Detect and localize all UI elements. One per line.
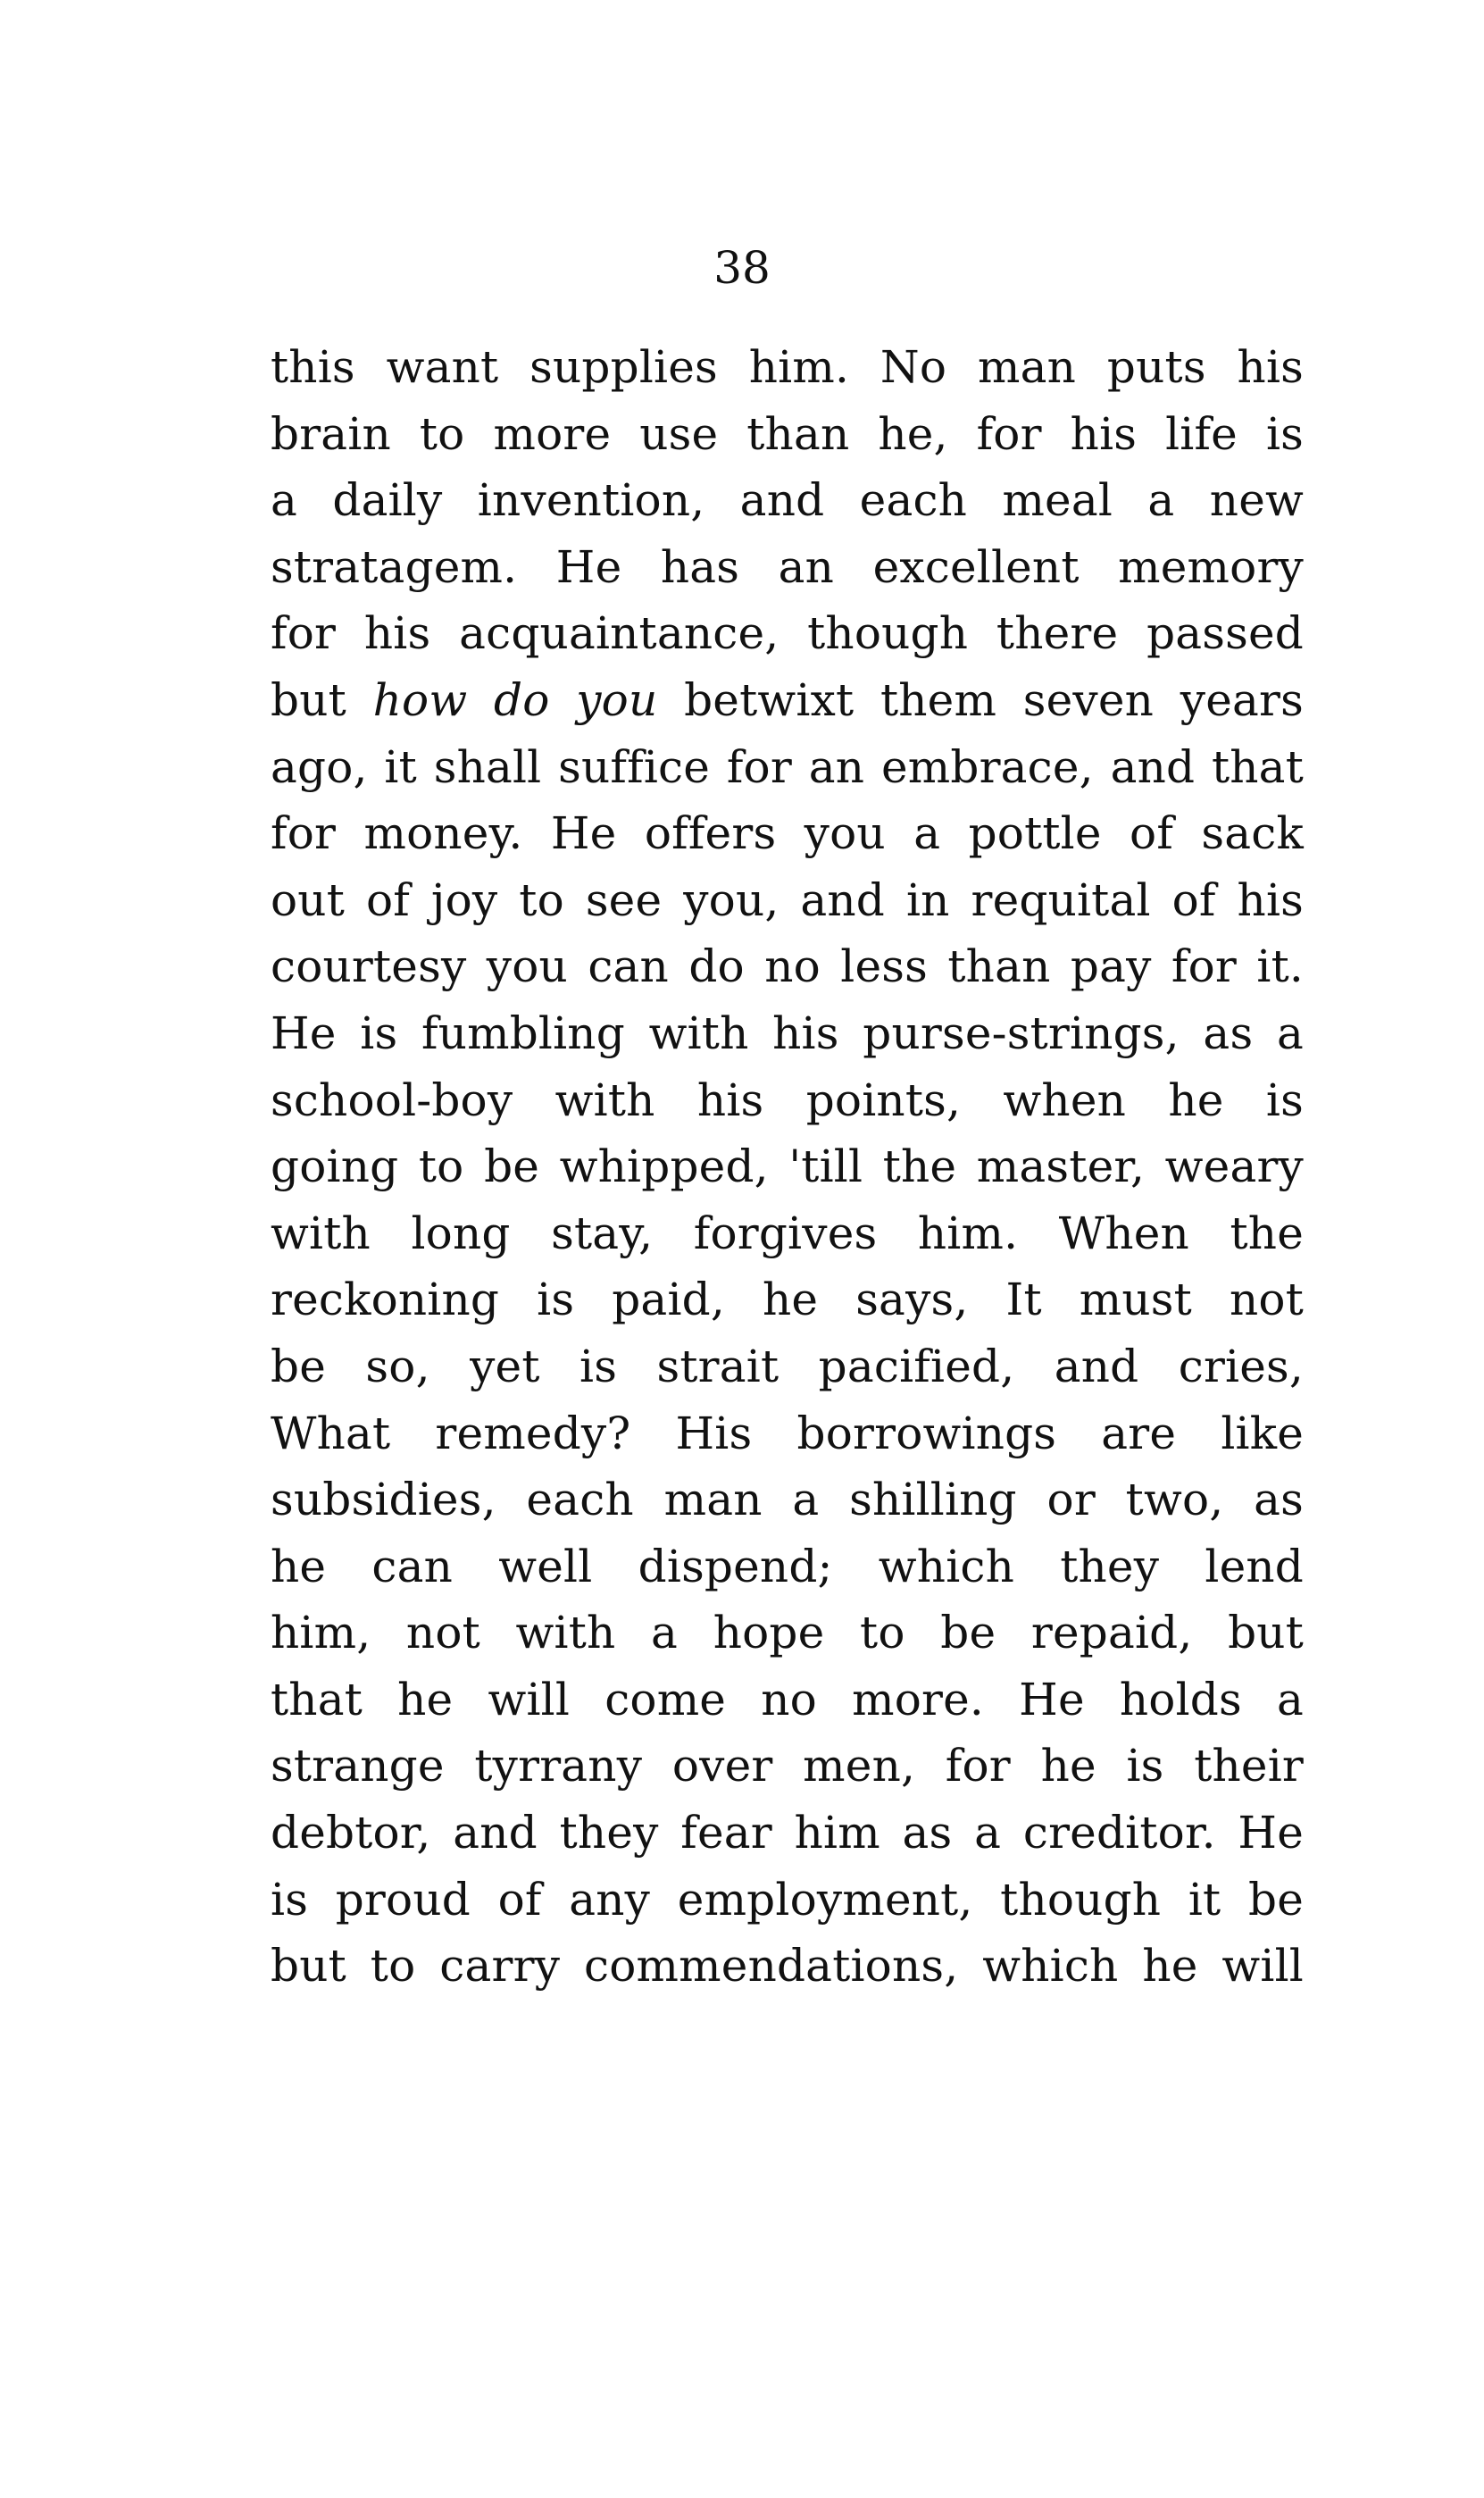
text-line: debtor, and they fear him as a creditor. He	[271, 1807, 1304, 1859]
text-line: subsidies, each man a shilling or two, as	[271, 1474, 1304, 1526]
text-line: but to carry commendations, which he will	[271, 1940, 1304, 1993]
text-line: this want supplies him. No man puts his	[271, 341, 1304, 393]
text-line: is proud of any employment, though it be	[271, 1873, 1304, 1926]
italic-phrase: how do you	[372, 673, 658, 726]
text-line: out of joy to see you, and in requital of his	[271, 873, 1304, 926]
text-line: ago, it shall suffice for an embrace, and that	[271, 740, 1304, 793]
text-line: stratagem. He has an excellent memory	[271, 540, 1304, 593]
text-line: with long stay, forgives him. When the	[271, 1207, 1304, 1259]
text-line: be so, yet is strait pacified, and cries,	[271, 1340, 1304, 1392]
text-line: strange tyrrany over men, for he is their	[271, 1740, 1304, 1792]
text-line: courtesy you can do no less than pay for it.	[271, 940, 1304, 993]
text-line: reckoning is paid, he says, It must not	[271, 1274, 1304, 1326]
text-line: a daily invention, and each meal a new	[271, 474, 1304, 527]
text-line: school-boy with his points, when he is	[271, 1074, 1304, 1126]
text-line: for his acquaintance, though there passed	[271, 607, 1304, 660]
text-line: What remedy? His borrowings are like	[271, 1407, 1304, 1459]
text-line: him, not with a hope to be repaid, but	[271, 1607, 1304, 1659]
text-line: He is fumbling with his purse-strings, as a	[271, 1007, 1304, 1059]
body-text	[271, 334, 1304, 2000]
text-line: but how do you betwixt them seven years	[271, 673, 1304, 726]
text-line: he can well dispend; which they lend	[271, 1540, 1304, 1592]
text-line: that he will come no more. He holds a	[271, 1673, 1304, 1725]
text-line: going to be whipped, 'till the master, weary	[271, 1140, 1304, 1193]
text-line: for money. He offers you a pottle of sack	[271, 807, 1304, 860]
page-number: 38	[713, 242, 771, 294]
text-line: brain to more use than he, for his life is	[271, 407, 1304, 460]
